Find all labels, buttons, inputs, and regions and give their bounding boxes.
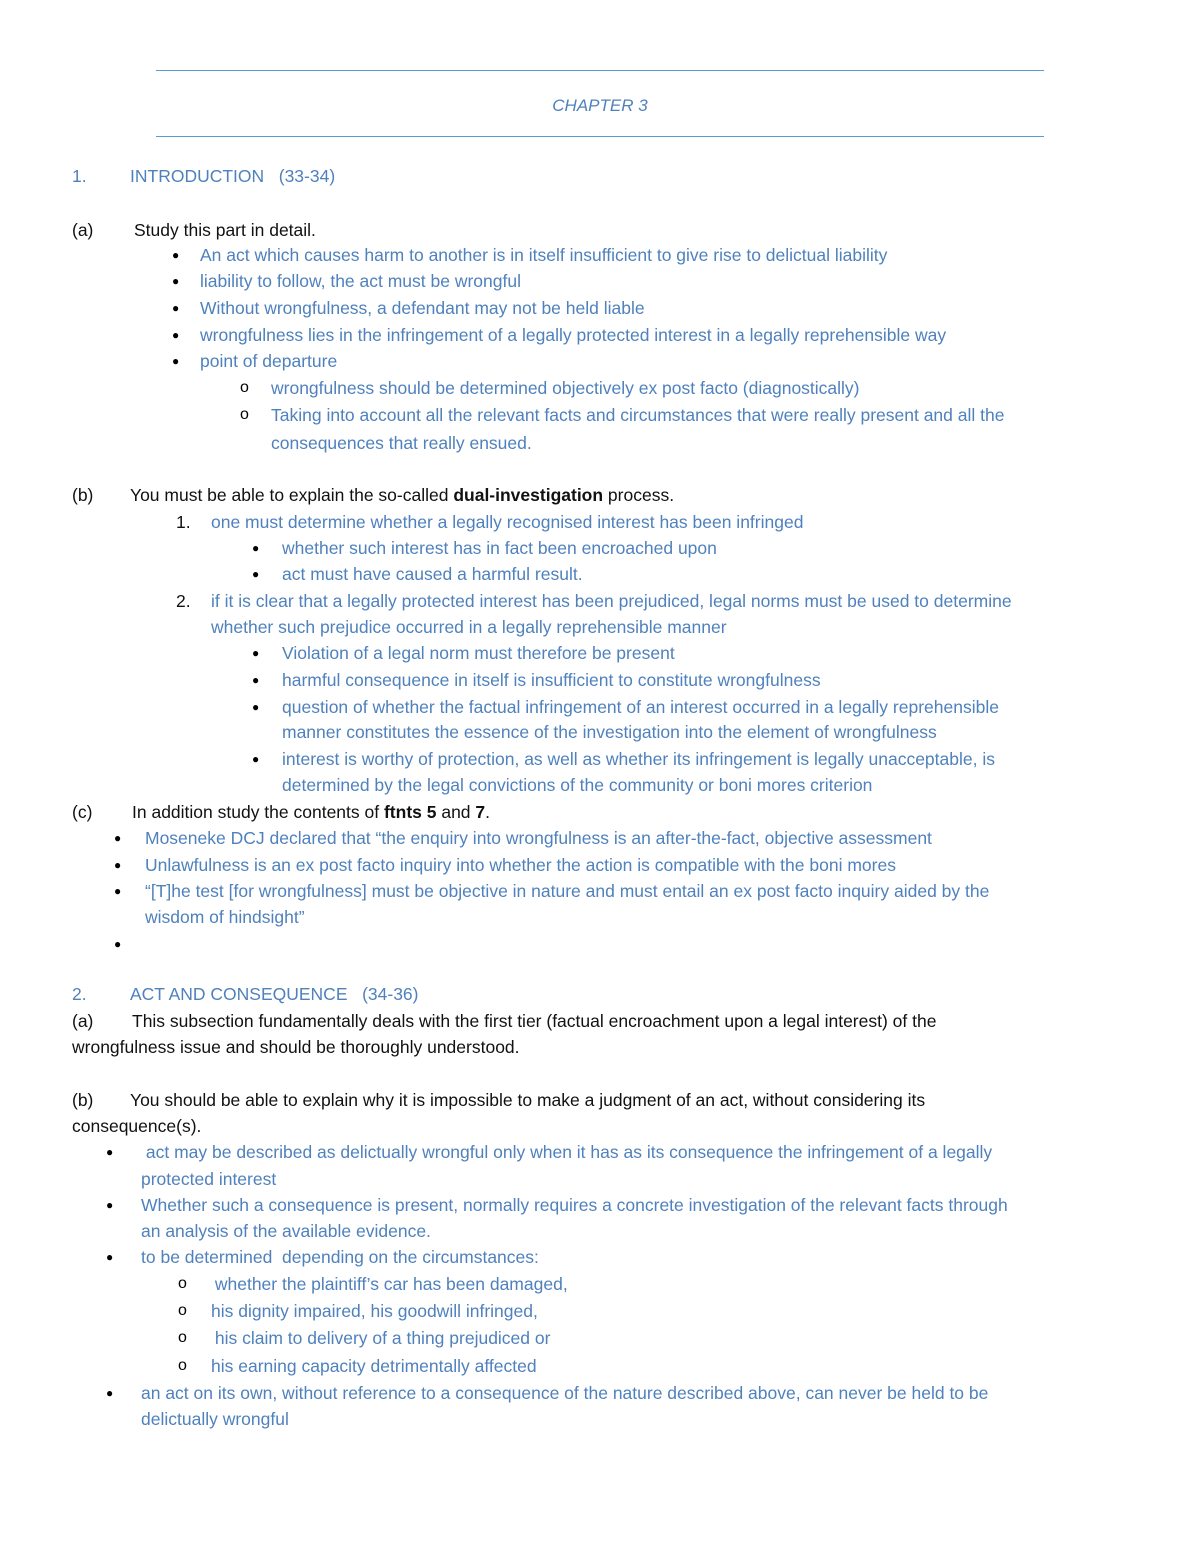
section-2b-text: You should be able to explain why it is impossible to make a judgment of an act, without considering its bbox=[130, 1090, 926, 1110]
top-rule bbox=[156, 70, 1044, 71]
bullet-icon: ● bbox=[114, 937, 122, 951]
list-item: Unlawfulness is an ex post facto inquiry into whether the action is compatible with the boni mores bbox=[145, 855, 896, 875]
section-1-number: 1. bbox=[72, 166, 87, 186]
list-item: Violation of a legal norm must therefore be present bbox=[282, 643, 675, 663]
section-2a-text-continued: wrongfulness issue and should be thoroughly understood. bbox=[72, 1037, 520, 1057]
list-item: an act on its own, without reference to a consequence of the nature described above, can never be held to be bbox=[141, 1383, 989, 1403]
section-1c-text: In addition study the contents of ftnts 5 and 7. bbox=[132, 802, 491, 822]
sub-list-item: whether the plaintiff’s car has been damaged, bbox=[210, 1274, 568, 1294]
section-1a-text: Study this part in detail. bbox=[134, 220, 316, 240]
list-item: point of departure bbox=[200, 351, 338, 371]
bullet-icon: ● bbox=[252, 700, 260, 714]
circle-bullet-icon: o bbox=[178, 1302, 187, 1319]
section-2a-text: This subsection fundamentally deals with the first tier (factual encroachment upon a legal interest) of the bbox=[132, 1011, 937, 1031]
step-text: one must determine whether a legally recognised interest has been infringed bbox=[211, 512, 804, 532]
bullet-icon: ● bbox=[106, 1386, 114, 1400]
list-item: act must have caused a harmful result. bbox=[282, 564, 583, 584]
bullet-icon: ● bbox=[106, 1198, 114, 1212]
bullet-icon: ● bbox=[172, 301, 180, 315]
chapter-title: CHAPTER 3 bbox=[552, 96, 648, 115]
section-1b-label: (b) bbox=[72, 485, 94, 505]
step-text-continued: whether such prejudice occurred in a legally reprehensible manner bbox=[211, 617, 727, 637]
bullet-icon: ● bbox=[172, 274, 180, 288]
sub-list-item: Taking into account all the relevant facts and circumstances that were really present and all the bbox=[271, 405, 1005, 425]
section-2b-label: (b) bbox=[72, 1090, 94, 1110]
bullet-icon: ● bbox=[172, 248, 180, 262]
list-item: harmful consequence in itself is insufficient to constitute wrongfulness bbox=[282, 670, 821, 690]
section-2-number: 2. bbox=[72, 984, 87, 1004]
sub-list-item: his claim to delivery of a thing prejudiced or bbox=[210, 1328, 551, 1348]
bullet-icon: ● bbox=[172, 328, 180, 342]
bullet-icon: ● bbox=[172, 354, 180, 368]
list-item: Moseneke DCJ declared that “the enquiry into wrongfulness is an after-the-fact, objective assessment bbox=[145, 828, 932, 848]
bullet-icon: ● bbox=[252, 646, 260, 660]
section-2a-label: (a) bbox=[72, 1011, 94, 1031]
bottom-rule bbox=[156, 136, 1044, 137]
section-1-heading: INTRODUCTION (33-34) bbox=[130, 166, 336, 186]
list-item: whether such interest has in fact been encroached upon bbox=[282, 538, 717, 558]
bullet-icon: ● bbox=[252, 541, 260, 555]
bullet-icon: ● bbox=[114, 831, 122, 845]
section-1a-label: (a) bbox=[72, 220, 94, 240]
bullet-icon: ● bbox=[106, 1250, 114, 1264]
section-1b-text: You must be able to explain the so-called dual-investigation process. bbox=[130, 485, 675, 505]
section-2b-text-continued: consequence(s). bbox=[72, 1116, 202, 1136]
list-item: “[T]he test [for wrongfulness] must be objective in nature and must entail an ex post facto inquiry aided by the bbox=[145, 881, 990, 901]
circle-bullet-icon: o bbox=[178, 1357, 187, 1374]
section-1c-label: (c) bbox=[72, 802, 93, 822]
circle-bullet-icon: o bbox=[178, 1275, 187, 1292]
circle-bullet-icon: o bbox=[178, 1329, 187, 1346]
bullet-icon: ● bbox=[106, 1145, 114, 1159]
step-number: 2. bbox=[176, 591, 191, 611]
sub-list-item-continued: consequences that really ensued. bbox=[271, 433, 532, 453]
list-item-continued: manner constitutes the essence of the investigation into the element of wrongfulness bbox=[282, 722, 937, 742]
sub-list-item: wrongfulness should be determined objectively ex post facto (diagnostically) bbox=[271, 378, 860, 398]
bullet-icon: ● bbox=[252, 673, 260, 687]
list-item-continued: protected interest bbox=[141, 1169, 277, 1189]
step-text: if it is clear that a legally protected interest has been prejudiced, legal norms must be used to determine bbox=[211, 591, 1012, 611]
list-item: Whether such a consequence is present, normally requires a concrete investigation of the relevant facts through bbox=[141, 1195, 1008, 1215]
step-number: 1. bbox=[176, 512, 191, 532]
bullet-icon: ● bbox=[114, 858, 122, 872]
list-item: wrongfulness lies in the infringement of a legally protected interest in a legally reprehensible way bbox=[200, 325, 947, 345]
sub-list-item: his earning capacity detrimentally affected bbox=[211, 1356, 537, 1376]
list-item-continued: determined by the legal convictions of the community or boni mores criterion bbox=[282, 775, 873, 795]
list-item: to be determined depending on the circumstances: bbox=[141, 1247, 539, 1267]
list-item: act may be described as delictually wrongful only when it has as its consequence the infringement of a legally bbox=[141, 1142, 993, 1162]
bullet-icon: ● bbox=[114, 884, 122, 898]
circle-bullet-icon: o bbox=[240, 406, 249, 423]
bullet-icon: ● bbox=[252, 752, 260, 766]
list-item: Without wrongfulness, a defendant may not be held liable bbox=[200, 298, 645, 318]
section-2-heading: ACT AND CONSEQUENCE (34-36) bbox=[130, 984, 419, 1004]
list-item: interest is worthy of protection, as well as whether its infringement is legally unacceptable, is bbox=[282, 749, 995, 769]
list-item: An act which causes harm to another is in itself insufficient to give rise to delictual liability bbox=[200, 245, 888, 265]
circle-bullet-icon: o bbox=[240, 379, 249, 396]
list-item-continued: an analysis of the available evidence. bbox=[141, 1221, 431, 1241]
list-item-continued: wisdom of hindsight” bbox=[145, 907, 305, 927]
sub-list-item: his dignity impaired, his goodwill infringed, bbox=[211, 1301, 538, 1321]
bullet-icon: ● bbox=[252, 567, 260, 581]
list-item: liability to follow, the act must be wrongful bbox=[200, 271, 521, 291]
list-item: question of whether the factual infringement of an interest occurred in a legally reprehensible bbox=[282, 697, 999, 717]
list-item-continued: delictually wrongful bbox=[141, 1409, 289, 1429]
